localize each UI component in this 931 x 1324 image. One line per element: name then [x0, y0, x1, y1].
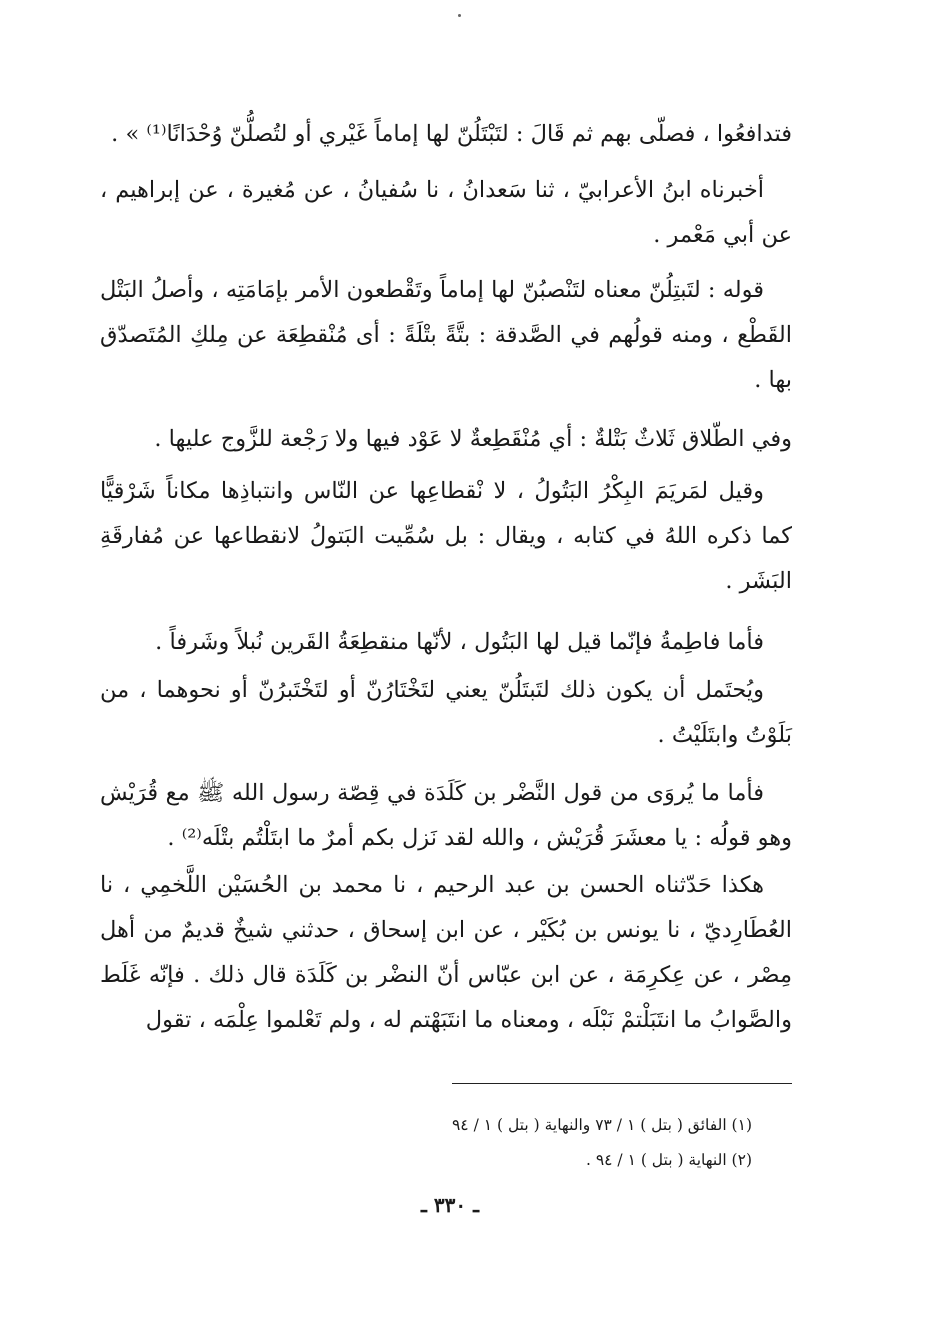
paragraph-3: قوله : لتَبتِلُنّ معناه لتَنْصبُنّ لها إماماً وتَقْطعون الأمر بإمَامَتِه ، وأصلُ البَتْل القَطْع ، ومنه قولُهم في الصَّدقة : بتَّةً بتْلَةً : أى مُنْقطِعَة عن مِلكِ المُتَصدّق بها . [100, 277, 792, 393]
paragraph-9: هكذا حَدّثناه الحسن بن عبد الرحيم ، نا محمد بن الحُسَيْن اللَّخمِي ، نا العُطَارِديّ ، نا يونس بن بُكَيْر ، عن ابن إسحاق ، حدثني شيخٌ قديمٌ من أهل مِصْر ، عن عِكرِمَة ، عن ابن عبّاس أنّ النضْر بن كَلَدَة قال ذلك . فإنّه غَلَط والصَّوابُ ما انتَبَلْتمْ نَبْلَه ، ومعناه ما انتَبَهْتم له ، ولم تَعْلموا عِلْمَه ، تقول [100, 872, 792, 1033]
paragraph-2: أخبرناه ابنُ الأعرابيّ ، ثنا سَعدانُ ، نا سُفيانُ ، عن مُغيرة ، عن إبراهيم ، عن أبي مَعْمر . [100, 177, 792, 248]
paragraph-4: وفي الطّلاق ثَلاثٌ بَتْلةٌ : أي مُنْقَطِعةٌ لا عَوْد فيها ولا رَجْعة للزَّوج عليها . [154, 426, 792, 452]
footnote-1: (١) الفائق ( بتل ) ١ / ٧٣ والنهاية ( بتل ) ١ / ٩٤ [451, 1116, 752, 1134]
footnotes [360, 1108, 752, 1178]
scan-speck [458, 14, 461, 17]
paragraph-5: وقيل لمَريَمَ البِكْرُ البَتُولُ ، لا نْقطاعِها عن النّاس وانتباذِها مكاناً شَرْقيًّا كما ذكره اللهُ في كتابه ، ويقال : بل سُمِّيت البَتولُ لانقطاعها عن مُفارقَةِ البَشَر . [100, 478, 792, 594]
main-text [100, 112, 792, 1043]
footnote-2: (٢) النهاية ( بتل ) ١ / ٩٤ . [585, 1151, 752, 1169]
paragraph-7: ويُحتَمل أن يكون ذلك لتَبتَلُنّ يعني لتَخْتَارُنّ أو لتَخْتَبرُنّ أو نحوهما ، من بَلَوْتُ وابتَلَيْتُ . [100, 677, 792, 748]
paragraph-6: فأما فاطِمةُ فإنّما قيل لها البَتُول ، لأنّها منقطِعَةُ القَرين نُبلاً وشَرفاً . [155, 629, 764, 655]
page-number: ـ ٣٣٠ ـ [421, 1193, 479, 1217]
paragraph-1: فتدافعُوا ، فصلّى بهم ثم قَالَ : لتَبْتَلُنّ لها إماماً غَيْري أو لتُصلُّنّ وُحْدَانًا⁽¹⁾ » . [111, 121, 792, 147]
paragraph-8: فأما ما يُروَى من قول النَّضْر بن كَلَدَة في قِصّة رسول الله ﷺ مع قُرَيْش وهو قولُه : يا معشَرَ قُرَيْش ، والله لقد نَزل بكم أمرٌ ما ابتَلْتُم بتْلَه⁽²⁾ . [100, 780, 792, 851]
footnote-separator [452, 1083, 792, 1084]
